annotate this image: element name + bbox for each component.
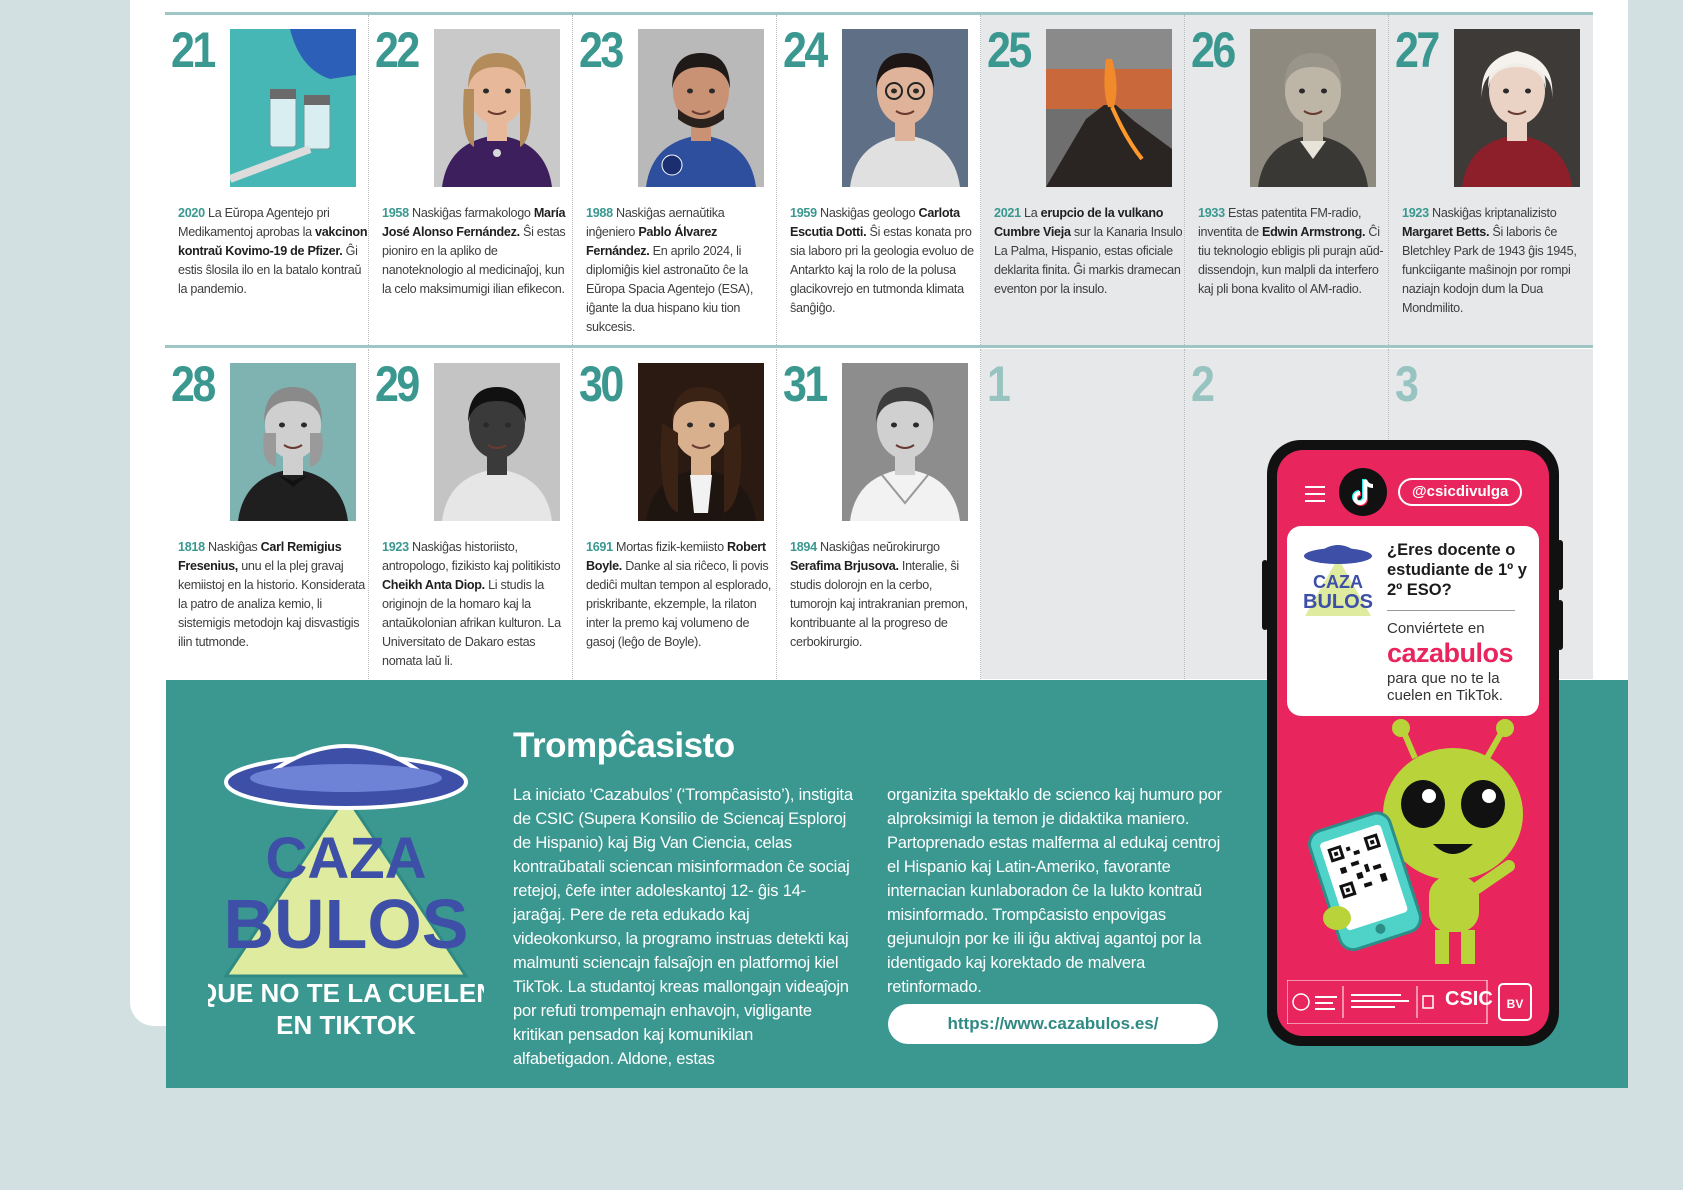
- menu-icon[interactable]: [1305, 486, 1325, 507]
- promo-convert: Conviértete en: [1387, 620, 1485, 637]
- caption-text: Naskiĝas geologo: [816, 206, 919, 220]
- day-caption: [1402, 204, 1592, 318]
- day-number: 27: [1395, 22, 1438, 78]
- caption-text: Naskiĝas aernaŭtika inĝeniero: [586, 206, 725, 239]
- caption-name: Carlota Escutia Dotti.: [790, 206, 960, 239]
- day-photo-old-man: [1250, 29, 1376, 187]
- day-number: 26: [1191, 22, 1234, 78]
- day-caption: [586, 204, 776, 337]
- promo-question: ¿Eres docente o estudiante de 1º y 2º ESO?: [1387, 541, 1527, 599]
- day-number: 29: [375, 356, 418, 412]
- cazabulos-link[interactable]: https://www.cazabulos.es/: [888, 1004, 1218, 1044]
- week-divider: [165, 345, 1593, 348]
- alien-mascot: [1297, 718, 1537, 968]
- tiktok-handle[interactable]: @csicdivulga: [1398, 478, 1522, 506]
- day-caption: [790, 538, 980, 652]
- calendar-day: [573, 349, 777, 679]
- day-caption: [790, 204, 980, 318]
- caption-text: Naskiĝas historiisto, antropologo, fizikisto kaj politikisto: [382, 540, 561, 573]
- phone-side-button: [1557, 600, 1563, 650]
- caption-text: Naskiĝas farmakologo: [408, 206, 534, 220]
- cazabulos-logo: [208, 726, 484, 1046]
- day-photo-woman-blonde: [434, 29, 560, 187]
- logo-word-bulos: BULOS: [223, 885, 469, 963]
- day-caption: [382, 538, 572, 671]
- day-number: 24: [783, 22, 826, 78]
- phone-side-button: [1262, 560, 1268, 630]
- article-column-1: La iniciato ‘Cazabulos’ (‘Trompĉasisto’), instigita de CSIC (Supera Konsilio de Sciencaj Esploroj de Hispanio) kaj Big Van Ciencia, celas kontraŭbatali sciencan misinformadon ĉe sociaj retejoj, ĉefe inter adoleskantoj 12- ĝis 14-jaraĝaj. Pere de reta edukado kaj videokonkurso, la programo instruas detekti kaj malmunti sciencajn falsaĵojn en platformoj kiel TikTok. La studantoj kreas mallongajn videaĵojn por refuti trompemajn enhavojn, vigligante kritikan pensadon kaj komunikilan alfabetigadon. Aldone, estas: [513, 786, 853, 1068]
- day-photo-woman-bw: [842, 363, 968, 521]
- caption-name: Pablo Álvarez Fernández.: [586, 225, 718, 258]
- caption-text: Li studis la originojn de la homaro kaj la antaŭkolonian afrikan kulturon. La Universitato de Dakaro estas nomata laŭ li.: [382, 578, 561, 668]
- day-number: 25: [987, 22, 1030, 78]
- day-caption: [178, 538, 368, 652]
- day-caption: [178, 204, 368, 299]
- calendar-day: [165, 15, 369, 345]
- caption-text: En aprilo 2024, li diplomiĝis kiel astronaŭto ĉe la Eŭropa Spacia Agentejo (ESA), iĝante la dua hispano kiu tion sukcesis.: [586, 244, 754, 334]
- cazabulos-mini-logo: [1299, 542, 1377, 620]
- day-number: 23: [579, 22, 622, 78]
- day-photo-volcano: [1046, 29, 1172, 187]
- promo-brand: cazabulos: [1387, 638, 1514, 668]
- day-photo-baroque-man: [638, 363, 764, 521]
- phone-screen: [1277, 450, 1549, 1036]
- caption-name: Edwin Armstrong.: [1262, 225, 1366, 239]
- caption-text: La Eŭropa Agentejo pri Medikamentoj aprobas la: [178, 206, 330, 239]
- caption-text: Ĝi estis ŝlosila ilo en la batalo kontraŭ la pandemio.: [178, 244, 362, 296]
- caption-text: Ŝi laboris ĉe Bletchley Park de 1943 ĝis 1945, funkciigante maŝinojn por rompi naziajn kodojn dum la Dua Mondmilito.: [1402, 225, 1577, 315]
- caption-name: Serafima Brjusova.: [790, 559, 899, 573]
- caption-name: Carl Remigius Fresenius,: [178, 540, 342, 573]
- day-photo-young-man: [434, 363, 560, 521]
- logo-tagline-2: EN TIKTOK: [276, 1010, 416, 1040]
- mini-logo-caza: CAZA: [1313, 572, 1363, 592]
- caption-text: sur la Kanaria Insulo La Palma, Hispanio, estas oficiale deklarita finita. Ĝi markis dramecan eventon por la insulo.: [994, 225, 1183, 296]
- day-caption: [586, 538, 776, 652]
- sponsor-footer: [1287, 980, 1539, 1024]
- caption-year: 2020: [178, 206, 205, 220]
- tiktok-icon[interactable]: [1339, 468, 1387, 516]
- caption-year: 1933: [1198, 206, 1225, 220]
- day-number: 30: [579, 356, 622, 412]
- caption-year: 1894: [790, 540, 817, 554]
- phone-side-button: [1557, 540, 1563, 590]
- caption-year: 1958: [382, 206, 409, 220]
- day-photo-victorian-man: [230, 363, 356, 521]
- day-number: 2: [1191, 356, 1213, 412]
- caption-text: Ŝi estas pioniro en la apliko de nanoteknologio al medicinaĵoj, kun la celo maksimumigi ilian efikecon.: [382, 225, 566, 296]
- day-photo-old-woman: [1454, 29, 1580, 187]
- caption-year: 1923: [382, 540, 409, 554]
- day-number: 21: [171, 22, 214, 78]
- day-caption: [1198, 204, 1388, 299]
- calendar-day: [981, 15, 1185, 345]
- mini-logo-bulos: BULOS: [1303, 591, 1373, 613]
- caption-name: María José Alonso Fernández.: [382, 206, 566, 239]
- caption-name: Margaret Betts.: [1402, 225, 1490, 239]
- caption-year: 1959: [790, 206, 817, 220]
- article-column-2: organizita spektaklo de scienco kaj humuro por alproksimigi la temon je didaktika maniero. Partoprenado estas malferma al edukaj centroj el Hispanio kaj Latin-Ameriko, favorante internacian kunlaboradon ĉe la lukto kontraŭ misinformado. Trompĉasisto enpovigas gejunulojn por ke ili iĝu aktivaj agantoj por la identigado kaj korektado de malvera retinformado.: [887, 786, 1222, 996]
- article-title: Trompĉasisto: [513, 726, 735, 765]
- csic-logo: CSIC: [1445, 988, 1493, 1010]
- caption-text: Naskiĝas kriptanalizisto: [1428, 206, 1557, 220]
- caption-text: Ĉi tiu teknologio ebligis pli purajn aŭd-dissendojn, kun malpli da interfero kaj pli bona kvalito ol AM-radio.: [1198, 225, 1384, 296]
- calendar-day: [777, 349, 981, 679]
- promo-card: [1287, 526, 1539, 716]
- day-photo-astronaut: [638, 29, 764, 187]
- caption-text: unu el la plej gravaj kemiistoj en la historio. Konsiderata la patro de analiza kemio, li sistemigis metodojn kaj disvastigis ilin tutmonde.: [178, 559, 365, 649]
- caption-text: Mortas fizik-kemiisto: [612, 540, 727, 554]
- day-photo-woman-glasses: [842, 29, 968, 187]
- caption-text: Naskiĝas: [204, 540, 261, 554]
- calendar-day: [369, 15, 573, 345]
- calendar-day: [1389, 15, 1593, 345]
- caption-name: Robert Boyle.: [586, 540, 766, 573]
- caption-text: Ŝi estas konata pro sia laboro pri la geologia evoluo de Antarkto kaj la rolo de la polusa glacikovrejo en tutmonda klimata ŝanĝiĝo.: [790, 225, 974, 315]
- caption-year: 1988: [586, 206, 613, 220]
- caption-year: 1923: [1402, 206, 1429, 220]
- promo-divider: [1387, 610, 1515, 611]
- day-number: 22: [375, 22, 418, 78]
- caption-name: erupcio de la vulkano Cumbre Vieja: [994, 206, 1164, 239]
- day-caption: [382, 204, 572, 299]
- logo-tagline-1: QUE NO TE LA CUELEN: [208, 978, 484, 1008]
- day-number: 3: [1395, 356, 1417, 412]
- calendar-day: [777, 15, 981, 345]
- caption-year: 1691: [586, 540, 613, 554]
- day-photo-vaccine: [230, 29, 356, 187]
- day-number: 28: [171, 356, 214, 412]
- day-number: 1: [987, 356, 1009, 412]
- caption-year: 2021: [994, 206, 1021, 220]
- promo-subtitle: para que no te la cuelen en TikTok.: [1387, 670, 1503, 704]
- calendar-day: [165, 349, 369, 679]
- caption-name: vakcinon kontraŭ Kovimo-19 de Pfizer.: [178, 225, 368, 258]
- logo-word-caza: CAZA: [265, 826, 427, 891]
- day-caption: [994, 204, 1184, 299]
- calendar-day: [1185, 15, 1389, 345]
- calendar-day: [573, 15, 777, 345]
- caption-text: Estas patentita FM-radio, inventita de: [1198, 206, 1362, 239]
- caption-text: Danke al sia riĉeco, li povis dediĉi multan tempon al esplorado, priskribante, ekzemple, la rilaton inter la premo kaj volumeno de gasoj (leĝo de Boyle).: [586, 559, 772, 649]
- caption-name: Cheikh Anta Diop.: [382, 578, 485, 592]
- svg-text:BV: BV: [1506, 997, 1524, 1011]
- caption-text: Interalie, ŝi studis dolorojn en la cerbo, tumorojn kaj intrakranian premon, kontribuante al la progreso de cerbokirurgio.: [790, 559, 968, 649]
- calendar-day: [981, 349, 1185, 679]
- caption-year: 1818: [178, 540, 205, 554]
- calendar-day: [369, 349, 573, 679]
- caption-text: Naskiĝas neŭrokirurgo: [816, 540, 940, 554]
- caption-text: La: [1020, 206, 1041, 220]
- day-number: 31: [783, 356, 826, 412]
